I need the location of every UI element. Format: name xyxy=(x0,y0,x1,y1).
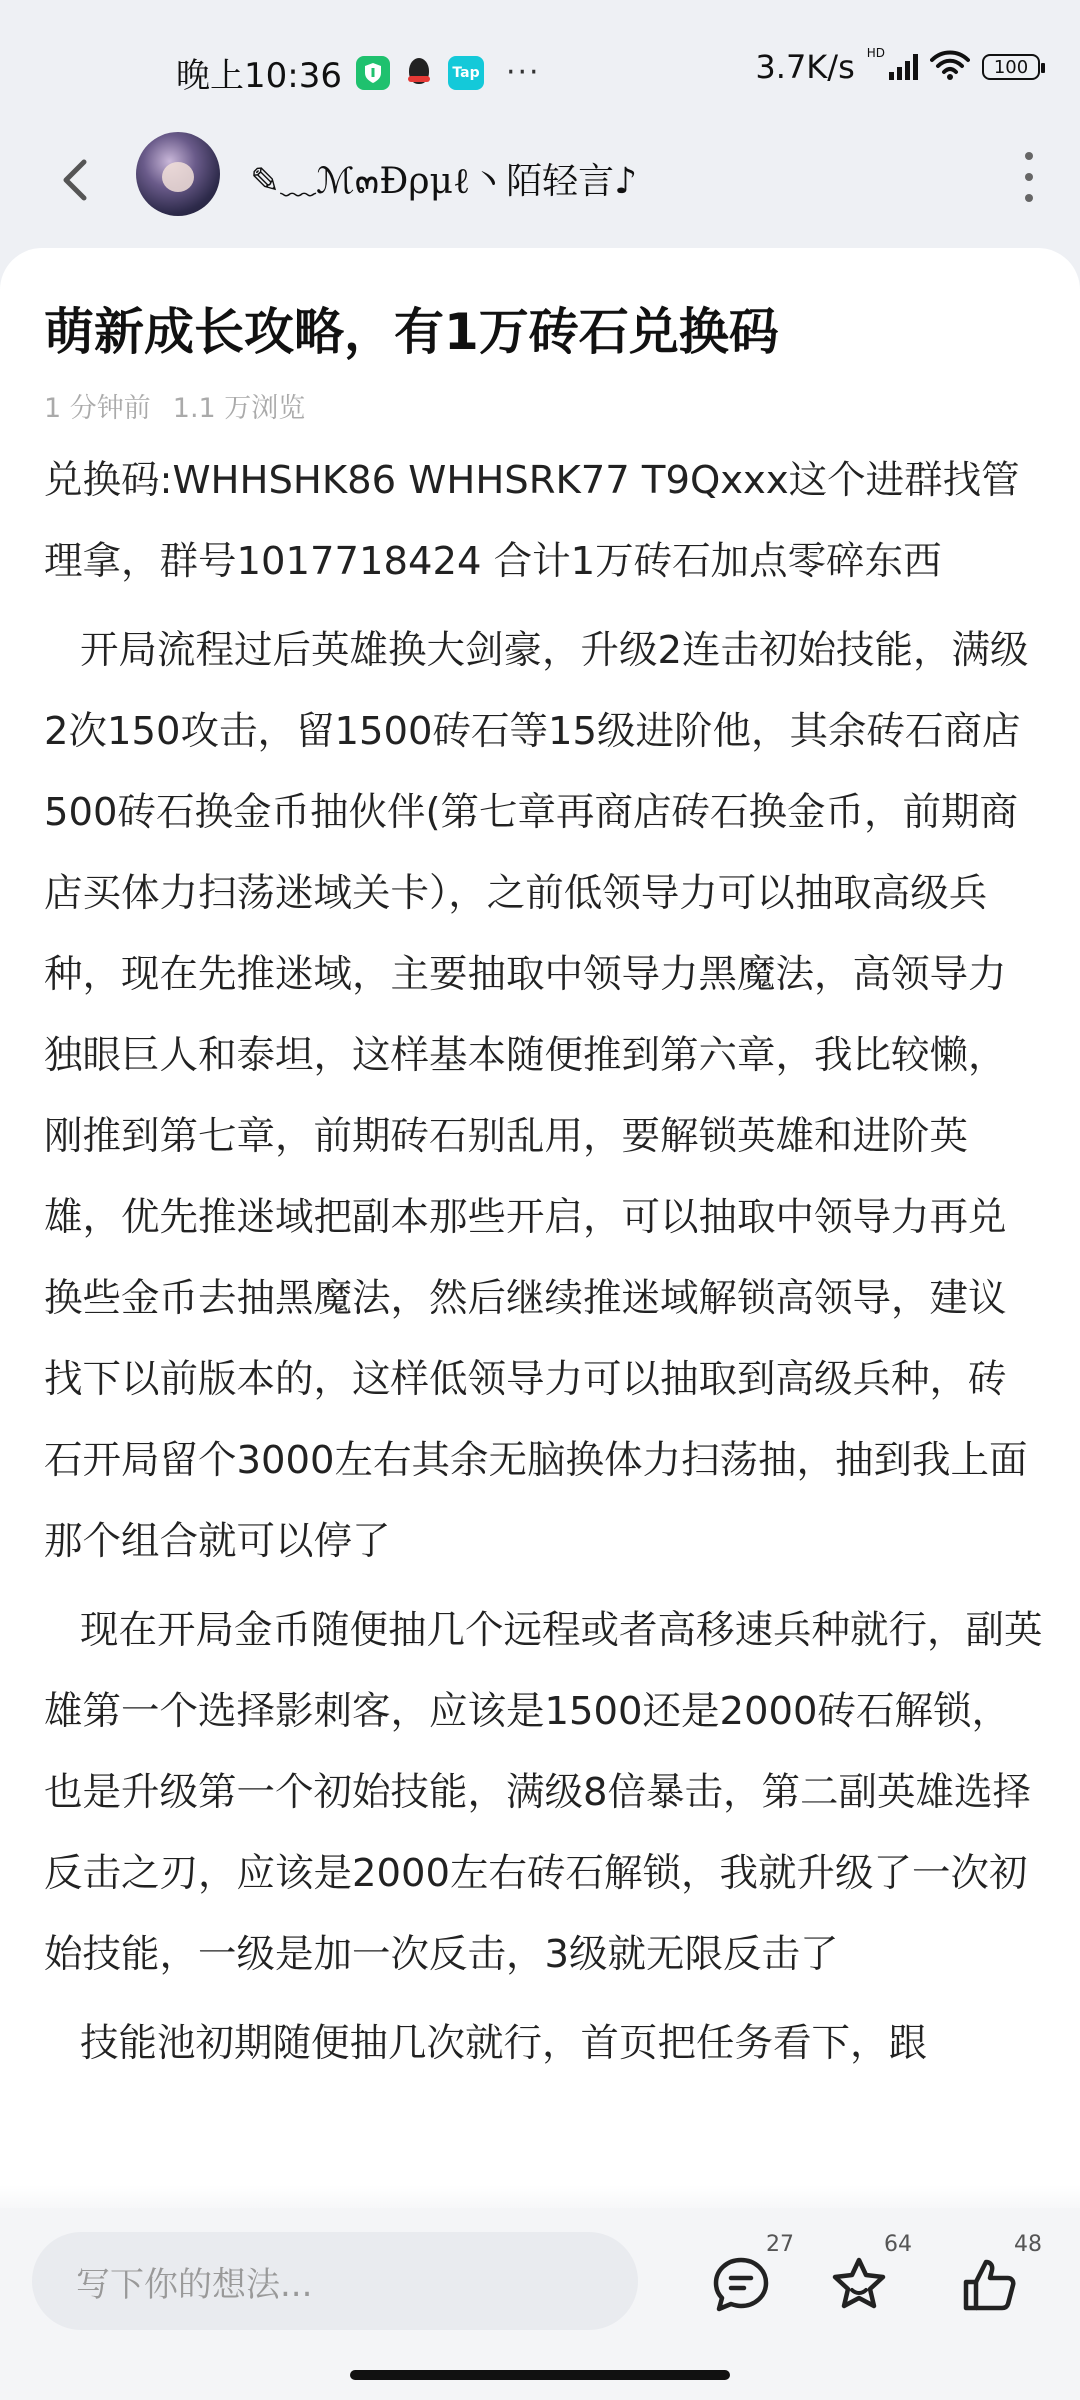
comment-icon xyxy=(710,2254,772,2316)
battery-icon: 100 xyxy=(982,54,1040,80)
more-options-button[interactable] xyxy=(1014,152,1044,202)
comment-button[interactable] xyxy=(690,2228,800,2338)
post-paragraph: 开局流程过后英雄换大剑豪，升级2连击初始技能，满级2次150攻击，留1500砖石等15级进阶他，其余砖石商店500砖石换金币抽伙伴(第七章再商店砖石换金币，前期商店买体力扫荡迷域关卡），之前低领导力可以抽取高级兵种，现在先推迷域，主要抽取中领导力黑魔法，高领导力独眼巨人和泰坦，这样基本随便推到第六章，我比较懒，刚推到第七章，前期砖石别乱用，要解锁英雄和进阶英雄，优先推迷域把副本那些开启，可以抽取中领导力再兑换些金币去抽黑魔法，然后继续推迷域解锁高领导，建议找下以前版本的，这样低领导力可以抽取到高级兵种，砖石开局留个3000左右其余无脑换体力扫荡抽，抽到我上面那个组合就可以停了 xyxy=(44,628,1029,1564)
post-title: 萌新成长攻略，有1万砖石兑换码 xyxy=(44,303,779,361)
more-notifications-icon: ··· xyxy=(505,55,541,90)
signal-icon xyxy=(889,54,918,80)
post-views: 1.1 万浏览 xyxy=(172,393,306,424)
post-paragraph: 技能池初期随便抽几次就行，首页把任务看下，跟 xyxy=(80,2021,928,2066)
status-left xyxy=(176,48,541,97)
back-arrow-icon xyxy=(48,150,108,210)
author-avatar[interactable] xyxy=(136,132,220,216)
comment-input[interactable]: 写下你的想法... xyxy=(32,2232,638,2330)
post-paragraph: 现在开局金币随便抽几个远程或者高移速兵种就行，副英雄第一个选择影刺客，应该是1500还是2000砖石解锁，也是升级第一个初始技能，满级8倍暴击，第二副英雄选择反击之刃，应该是2000左右砖石解锁，我就升级了一次初始技能，一级是加一次反击，3级就无限反击了 xyxy=(44,1608,1043,1977)
post-card xyxy=(0,248,1080,2208)
shield-app-icon xyxy=(356,56,390,90)
like-count: 48 xyxy=(1014,2232,1042,2257)
back-button[interactable] xyxy=(48,150,108,210)
favorite-button[interactable] xyxy=(808,2228,918,2338)
status-right xyxy=(755,48,1040,86)
qq-penguin-icon xyxy=(404,56,434,90)
star-count: 64 xyxy=(884,2232,912,2257)
thumbs-up-icon xyxy=(958,2254,1020,2316)
post-paragraph: 兑换码:WHHSHK86 WHHSRK77 T9Qxxx这个进群找管理拿，群号1017718424 合计1万砖石加点零碎东西 xyxy=(44,458,1020,584)
more-vertical-icon xyxy=(1025,152,1033,160)
hd-label: HD xyxy=(866,46,885,60)
like-button[interactable] xyxy=(938,2228,1048,2338)
post-body xyxy=(44,440,1044,2092)
author-username[interactable]: ✎﹏ℳ๓Ðρμℓ丶陌轻言♪ xyxy=(250,161,638,202)
status-bar xyxy=(0,0,1080,140)
home-indicator[interactable] xyxy=(350,2370,730,2380)
star-icon xyxy=(828,2254,890,2316)
post-meta xyxy=(44,386,305,425)
status-time: 晚上10:36 xyxy=(176,56,342,96)
comment-count: 27 xyxy=(766,2232,794,2257)
wifi-icon xyxy=(930,50,970,84)
post-header xyxy=(0,130,1080,240)
post-time: 1 分钟前 xyxy=(44,393,151,424)
taptap-app-icon: Tap xyxy=(448,56,484,90)
network-speed: 3.7K/s xyxy=(755,48,855,86)
